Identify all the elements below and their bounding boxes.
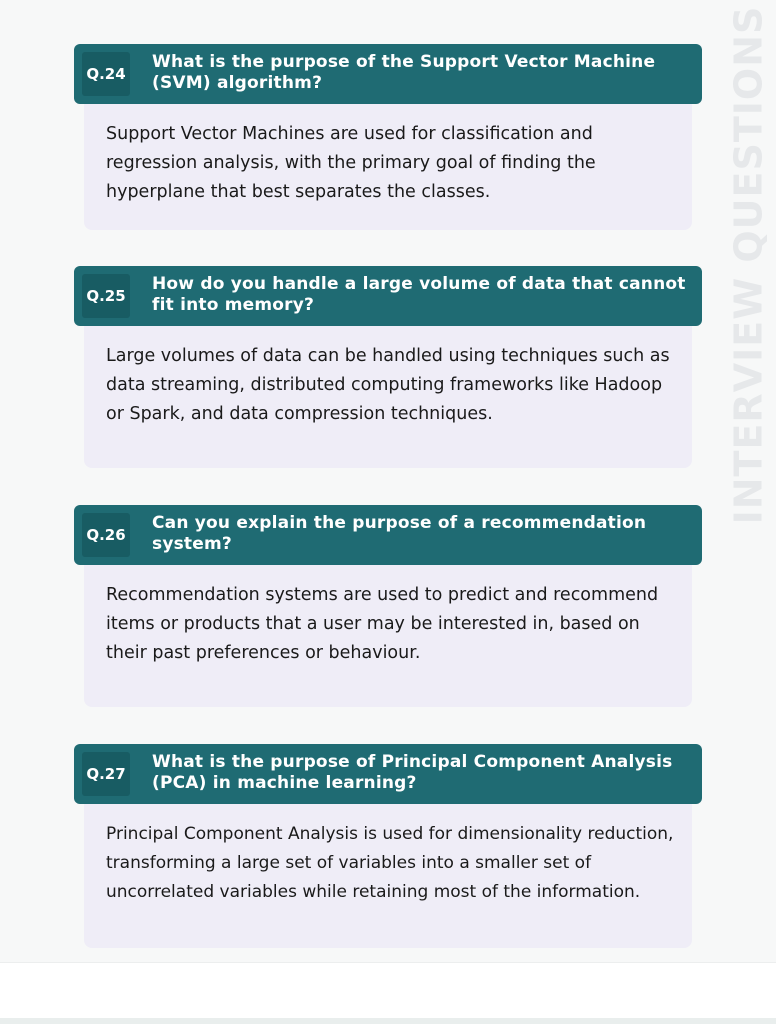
question-header [74,505,702,565]
qa-card-26 [74,505,702,707]
qa-card-25 [74,266,702,468]
question-text: Can you explain the purpose of a recommendation system? [152,513,647,554]
qa-card-24 [74,44,702,230]
question-text: What is the purpose of the Support Vector Machine (SVM) algorithm? [152,52,656,93]
question-header [74,44,702,104]
footer-bar [0,1018,776,1024]
footer-area [0,962,776,1019]
qa-card-27 [74,744,702,948]
watermark [726,5,771,525]
watermark-text: INTERVIEW QUESTIONS [726,5,771,525]
answer-text: Support Vector Machines are used for classification and regression analysis, with the primary goal of finding the hyperplane that best separates the classes. [84,104,692,230]
question-text: How do you handle a large volume of data that cannot fit into memory? [152,274,686,315]
answer-text: Large volumes of data can be handled using techniques such as data streaming, distributed computing frameworks like Hadoop or Spark, and data compression techniques. [84,326,692,468]
question-number-badge: Q.25 [82,274,130,318]
question-number-badge: Q.26 [82,513,130,557]
answer-text: Recommendation systems are used to predict and recommend items or products that a user may be interested in, based on their past preferences or behaviour. [84,565,692,707]
question-header [74,744,702,804]
question-header [74,266,702,326]
question-number-badge: Q.27 [82,752,130,796]
answer-text: Principal Component Analysis is used for dimensionality reduction, transforming a large set of variables into a smaller set of uncorrelated variables while retaining most of the information. [84,804,692,948]
question-number-badge: Q.24 [82,52,130,96]
question-text: What is the purpose of Principal Component Analysis (PCA) in machine learning? [152,752,673,793]
